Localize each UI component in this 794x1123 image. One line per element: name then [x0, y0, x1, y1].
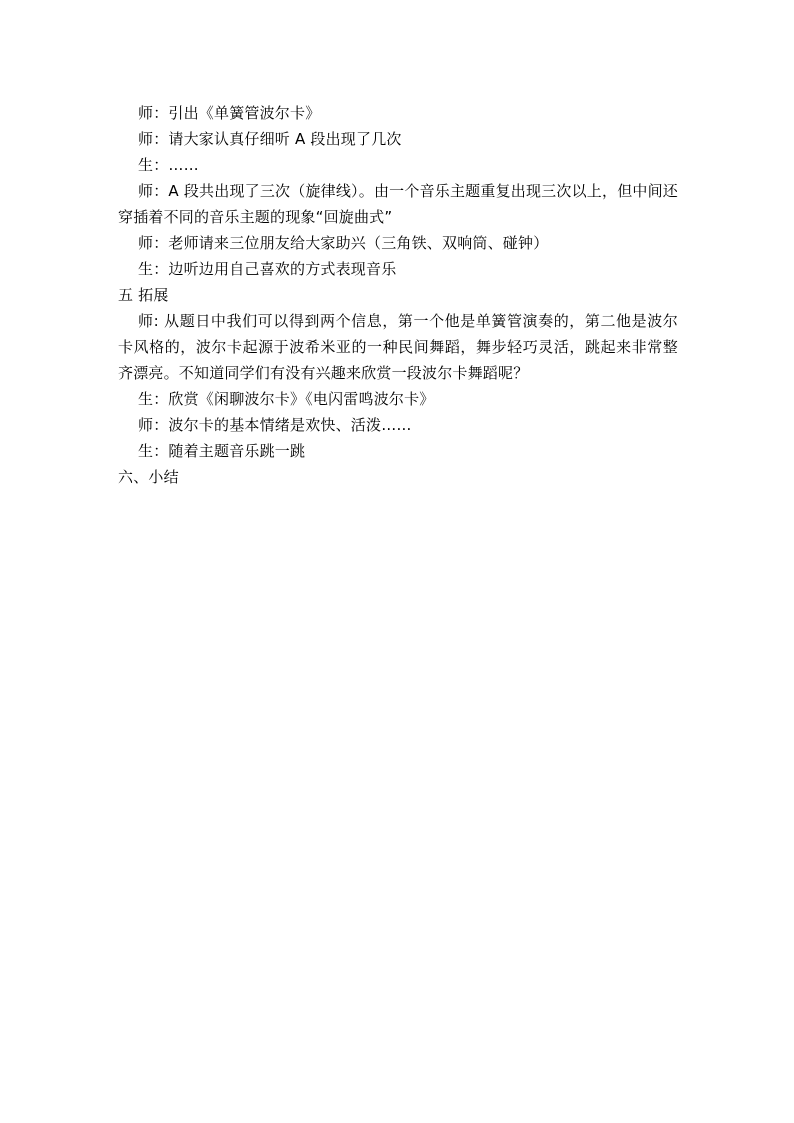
section-heading-summary: 六、小结	[118, 468, 179, 486]
paragraph-teacher-instruments: 师：老师请来三位朋友给大家助兴（三角铁、双响筒、碰钟）	[138, 234, 549, 252]
paragraph-teacher-listen: 师：请大家认真仔细听 A 段出现了几次	[138, 130, 402, 148]
paragraph-rondo-explanation: 师：A 段共出现了三次（旋律线）。由一个音乐主题重复出现三次以上，但中间还穿插着不同的音乐主题的现象“回旋曲式”	[118, 182, 678, 226]
paragraph-student-dance: 生：随着主题音乐跳一跳	[138, 442, 306, 460]
paragraph-teacher-intro: 师：引出《单簧管波尔卡》	[138, 104, 321, 122]
section-heading-extension: 五 拓展	[118, 286, 169, 304]
paragraph-polka-background: 师: 从题日中我们可以得到两个信息，第一个他是单簧管演奏的，第二他是波尔卡风格的，波尔卡起源于波希米亚的一种民间舞蹈，舞步轻巧灵活，跳起来非常整齐漂亮。不知道同学们有没有兴趣来欣赏一段波尔卡舞蹈呢？	[118, 312, 678, 382]
paragraph-student-appreciate: 生：欣赏《闲聊波尔卡》《电闪雷鸣波尔卡》	[138, 390, 435, 408]
document-body	[118, 100, 678, 490]
paragraph-student-perform: 生：边听边用自己喜欢的方式表现音乐	[138, 260, 397, 278]
paragraph-teacher-mood: 师：波尔卡的基本情绪是欢快、活泼……	[138, 416, 412, 434]
paragraph-student-reply: 生：……	[138, 156, 199, 174]
